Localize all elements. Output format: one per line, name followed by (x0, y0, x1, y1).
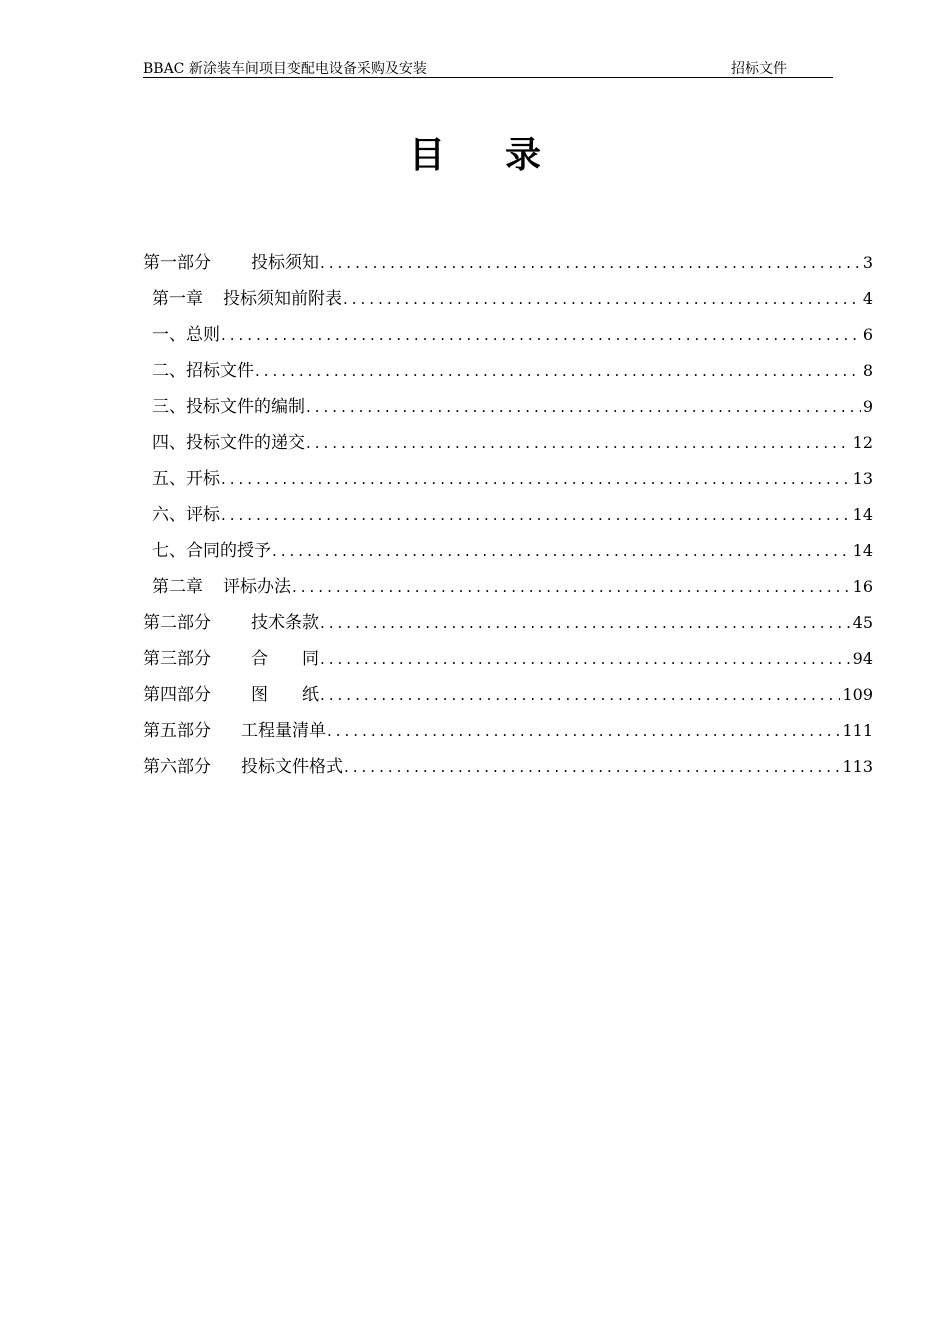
toc-page-number: 3 (862, 253, 873, 272)
toc-entry[interactable] (143, 464, 873, 500)
toc-entry[interactable] (143, 680, 873, 716)
toc-entry[interactable] (143, 572, 873, 608)
toc-leader-dots (306, 392, 861, 422)
toc-entry-number: 六、评标 (152, 505, 220, 525)
toc-entry-label (143, 644, 319, 674)
toc-entry-title: 技术条款 (251, 613, 319, 633)
toc-leader-dots (221, 320, 861, 350)
toc-entry-title: 投标文件格式 (241, 757, 343, 777)
toc-entry[interactable] (143, 428, 873, 464)
toc-entry-number: 第五部分 (143, 721, 211, 741)
toc-page-number: 109 (842, 685, 873, 704)
toc-leader-dots (327, 716, 840, 746)
toc-page-number: 12 (852, 433, 873, 452)
toc-entry-number: 五、开标 (152, 469, 220, 489)
toc-entry-label (152, 500, 220, 530)
toc-entry-number: 第一章 (152, 289, 203, 309)
toc-entry[interactable] (143, 392, 873, 428)
toc-page-number: 16 (852, 577, 873, 596)
toc-leader-dots (221, 500, 851, 530)
toc-entry[interactable] (143, 356, 873, 392)
toc-entry-number: 四、投标文件的递交 (152, 433, 305, 453)
toc-entry-label (143, 752, 343, 782)
toc-entry-number: 三、投标文件的编制 (152, 397, 305, 417)
toc-leader-dots (320, 608, 851, 638)
toc-leader-dots (320, 680, 840, 710)
toc-entry-number: 第一部分 (143, 253, 211, 273)
toc-page-number: 9 (862, 397, 873, 416)
header-document-type: 招标文件 (731, 61, 787, 77)
toc-entry-label (152, 284, 342, 314)
toc-leader-dots (306, 428, 851, 458)
toc-entry[interactable] (143, 248, 873, 284)
toc-entry-label (143, 248, 319, 278)
toc-entry-label (143, 680, 319, 710)
toc-entry-label (152, 536, 271, 566)
toc-entry-title: 投标须知 (251, 253, 319, 273)
toc-page-number: 45 (852, 613, 873, 632)
toc-page-number: 13 (852, 469, 873, 488)
toc-entry[interactable] (143, 608, 873, 644)
toc-page-number: 111 (842, 721, 873, 740)
toc-page-number: 6 (862, 325, 873, 344)
toc-entry-label (143, 608, 319, 638)
toc-entry-label (152, 428, 305, 458)
toc-page-number: 4 (862, 289, 873, 308)
toc-leader-dots (344, 752, 840, 782)
toc-entry-title: 投标须知前附表 (223, 289, 342, 309)
toc-leader-dots (221, 464, 851, 494)
toc-entry-title: 评标办法 (223, 577, 291, 597)
toc-entry[interactable] (143, 716, 873, 752)
toc-entry-number: 七、合同的授予 (152, 541, 271, 561)
toc-entry-number: 二、招标文件 (152, 361, 254, 381)
toc-entry-label (143, 716, 326, 746)
toc-entry-number: 第二章 (152, 577, 203, 597)
page-header (143, 57, 833, 78)
toc-entry-label (152, 572, 291, 602)
toc-page-number: 14 (852, 541, 873, 560)
toc-entry[interactable] (143, 536, 873, 572)
toc-entry[interactable] (143, 752, 873, 788)
toc-entry-number: 第四部分 (143, 685, 211, 705)
toc-entry-title: 工程量清单 (241, 721, 326, 741)
toc-entry-number: 一、总则 (152, 325, 220, 345)
toc-page-number: 8 (862, 361, 873, 380)
toc-entry[interactable] (143, 500, 873, 536)
toc-entry[interactable] (143, 284, 873, 320)
toc-leader-dots (320, 644, 851, 674)
header-project-title: BBAC 新涂装车间项目变配电设备采购及安装 (143, 61, 427, 77)
toc-leader-dots (292, 572, 851, 602)
toc-entry-number: 第二部分 (143, 613, 211, 633)
toc-entry-label (152, 392, 305, 422)
toc-entry[interactable] (143, 320, 873, 356)
toc-page-number: 94 (852, 649, 873, 668)
toc-page-number: 14 (852, 505, 873, 524)
toc-entry-label (152, 464, 220, 494)
toc-title: 目录 (408, 134, 601, 176)
toc-leader-dots (255, 356, 861, 386)
table-of-contents (143, 248, 873, 788)
toc-entry-number: 第六部分 (143, 757, 211, 777)
toc-leader-dots (343, 284, 861, 314)
toc-entry-title: 图 纸 (251, 685, 319, 705)
toc-leader-dots (272, 536, 851, 566)
toc-leader-dots (320, 248, 861, 278)
toc-page-number: 113 (842, 757, 873, 776)
toc-entry-number: 第三部分 (143, 649, 211, 669)
toc-entry-label (152, 320, 220, 350)
toc-entry-label (152, 356, 254, 386)
toc-entry-title: 合 同 (251, 649, 319, 669)
toc-entry[interactable] (143, 644, 873, 680)
